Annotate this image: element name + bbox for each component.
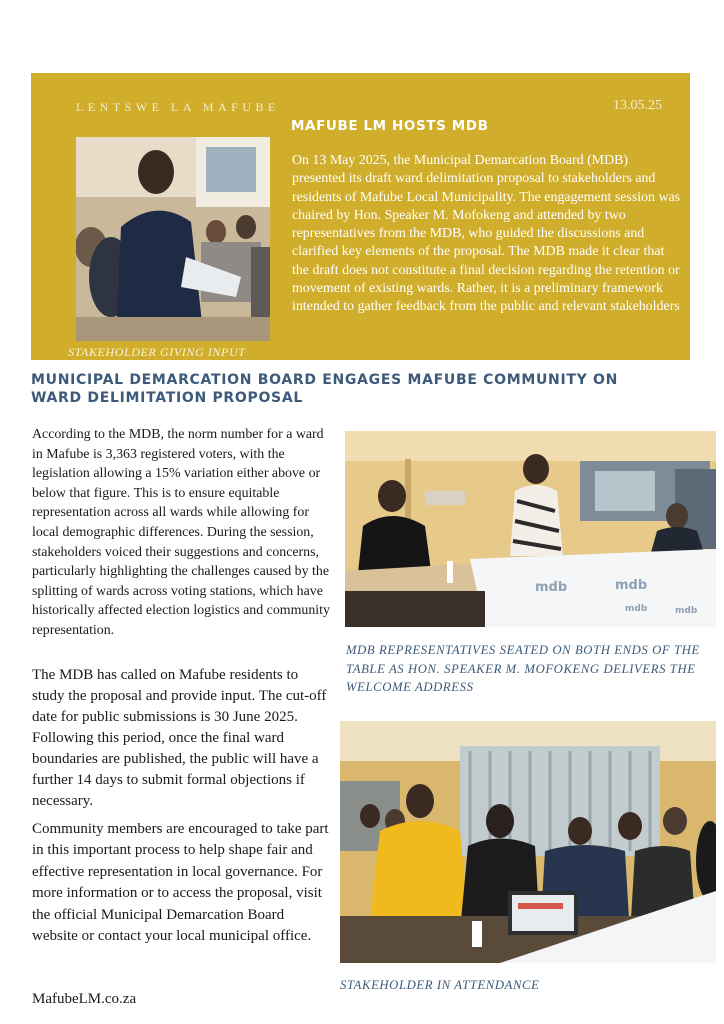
- banner-headline: MAFUBE LM HOSTS MDB: [291, 118, 489, 134]
- photo-caption-attendance: STAKEHOLDER IN ATTENDANCE: [340, 978, 540, 992]
- footer-website: MafubeLM.co.za: [32, 991, 137, 1007]
- article-headline: MUNICIPAL DEMARCATION BOARD ENGAGES MAFUBE COMMUNITY ON WARD DELIMITATION PROPOSAL: [31, 372, 619, 406]
- article-paragraph-ward-norm: According to the MDB, the norm number for a ward in Mafube is 3,363 registered voters, with the legislation allowing a 15% variation either above or below that figure. This is to ensure equitable representation across all wards while allowing for local demographic differences. During the session, stakeholders voiced their suggestions and concerns, particularly highlighting the challenges caused by the splitting of wards across voting stations, which have historically affected election logistics and community representation.: [32, 427, 330, 638]
- article-paragraph-submissions: The MDB has called on Mafube residents to study the proposal and provide input. The cut-off date for public submissions is 30 June 2025. Following this period, once the final ward boundaries are published, the public will have a further 14 days to submit formal objections if necessary.: [32, 667, 327, 809]
- issue-date: 13.05.25: [613, 98, 662, 113]
- photo-caption-stakeholder-input: STAKEHOLDER GIVING INPUT: [68, 345, 246, 359]
- article-paragraph-participation: Community members are encouraged to take part in this important process to help shape fair and effective representation in local governance. For more information or to access the proposal, visit the official Municipal Demarcation Board website or contact your local municipal office.: [32, 821, 329, 945]
- stakeholder-speaking-photo: [76, 137, 270, 341]
- head-table-photo: [345, 431, 716, 627]
- attendance-photo: [340, 721, 716, 963]
- table-cloth-logo-2: mdb: [615, 578, 648, 593]
- table-cloth-logo-1: mdb: [535, 580, 568, 595]
- photo-caption-head-table: MDB REPRESENTATIVES SEATED ON BOTH ENDS OF THE TABLE AS HON. SPEAKER M. MOFOKENG DELIVERS THE WELCOME ADDRESS: [346, 643, 700, 695]
- table-cloth-logo-4: mdb: [675, 606, 698, 616]
- intro-paragraph: On 13 May 2025, the Municipal Demarcation Board (MDB) presented its draft ward delimitation proposal to stakeholders and residents of Mafube Local Municipality. The engagement session was chaired by Hon. Speaker M. Mofokeng and attended by two representatives from the MDB, who guided the discussions and clarified key elements of the proposal. The MDB made it clear that the draft does not constitute a final decision regarding the retention or movement of existing wards. Rather, it is a preliminary framework intended to gather feedback from the public and relevant stakeholders: [292, 153, 681, 315]
- table-cloth-logo-3: mdb: [625, 604, 648, 614]
- masthead: LENTSWE LA MAFUBE: [76, 100, 280, 114]
- header-banner: [31, 73, 690, 360]
